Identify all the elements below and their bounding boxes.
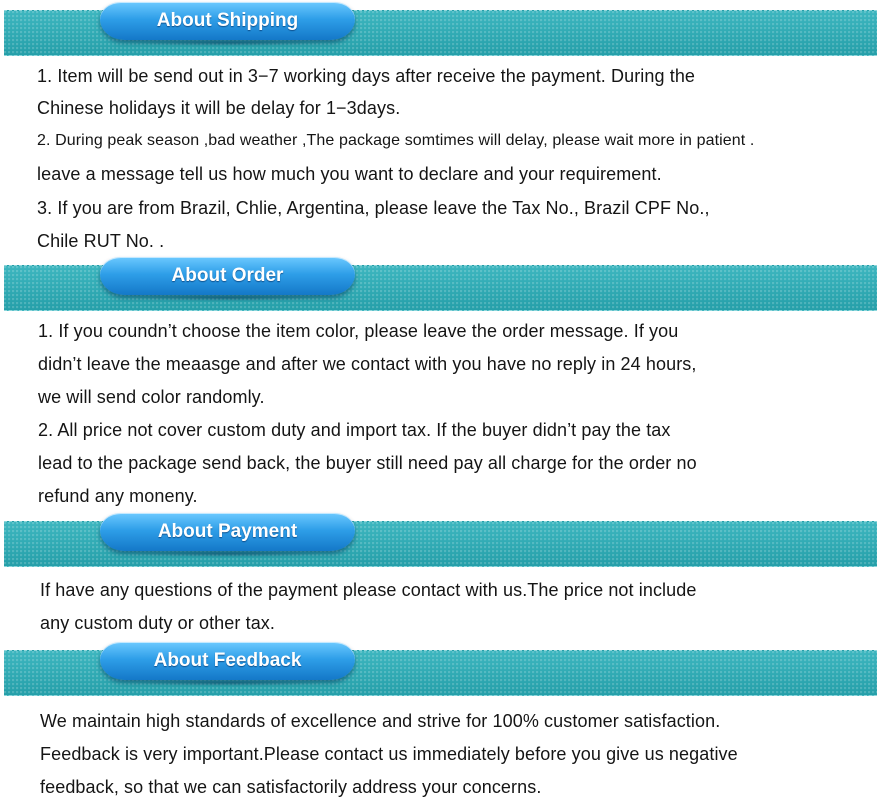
feedback-line: We maintain high standards of excellence and strive for 100% customer satisfaction.: [40, 711, 721, 731]
shipping-line: leave a message tell us how much you want to declare and your requirement.: [37, 164, 662, 184]
shipping-line: 2. During peak season ,bad weather ,The package somtimes will delay, please wait more in patient .: [37, 132, 755, 149]
payment-title: About Payment: [157, 521, 298, 542]
order-line: lead to the package send back, the buyer still need pay all charge for the order no: [38, 453, 697, 473]
shipping-line: Chinese holidays it will be delay for 1−3days.: [37, 98, 401, 118]
feedback-title: About Feedback: [153, 650, 302, 671]
order-line: 2. All price not cover custom duty and import tax. If the buyer didn’t pay the tax: [38, 420, 671, 440]
order-line: didn’t leave the meaasge and after we contact with you have no reply in 24 hours,: [38, 354, 697, 374]
shipping-line: 3. If you are from Brazil, Chlie, Argentina, please leave the Tax No., Brazil CPF No.,: [37, 198, 710, 218]
feedback-line: feedback, so that we can satisfactorily address your concerns.: [40, 777, 542, 797]
shipping-header-tab: [100, 2, 355, 40]
order-line: 1. If you coundn’t choose the item color, please leave the order message. If you: [38, 321, 679, 341]
order-line: we will send color randomly.: [38, 387, 265, 407]
feedback-line: Feedback is very important.Please contact us immediately before you give us negative: [40, 744, 738, 764]
payment-header-tab: [100, 513, 355, 551]
order-header-tab: [100, 257, 355, 295]
shipping-line: 1. Item will be send out in 3−7 working days after receive the payment. During the: [37, 66, 696, 86]
order-title: About Order: [171, 265, 284, 286]
shipping-title: About Shipping: [156, 10, 299, 31]
shipping-line: Chile RUT No. .: [37, 231, 165, 251]
order-line: refund any moneny.: [38, 486, 198, 506]
payment-line: any custom duty or other tax.: [40, 613, 276, 633]
payment-line: If have any questions of the payment please contact with us.The price not include: [40, 580, 697, 600]
feedback-header-tab: [100, 642, 355, 680]
